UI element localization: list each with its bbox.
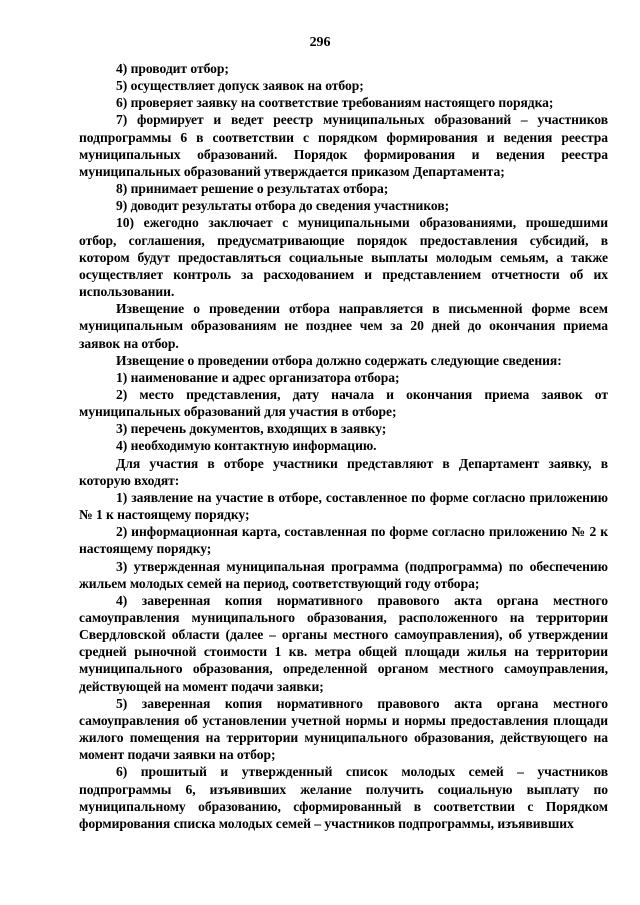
paragraph: 4) проводит отбор; bbox=[116, 61, 229, 76]
paragraph: 5) осуществляет допуск заявок на отбор; bbox=[116, 78, 364, 94]
paragraph: 2) место представления, дату начала и окончания приема заявок от муниципальных образований для участия в отборе; bbox=[79, 386, 608, 420]
paragraph: 8) принимает решение о результатах отбора; bbox=[116, 181, 389, 197]
paragraph: 7) формирует и ведет реестр муниципальных образований – участников подпрограммы 6 в соответствии с порядком формирования и ведения реестра муниципальных образований. Порядок формирования и ведения реестра муниципальных образований утверждается приказом Департамента; bbox=[79, 112, 608, 179]
paragraph: Для участия в отборе участники представляют в Департамент заявку, в которую входят: bbox=[79, 455, 608, 488]
paragraph: 1) заявление на участие в отборе, составленное по форме согласно приложению № 1 к настоящему порядку; bbox=[79, 489, 608, 523]
page-number: 296 bbox=[309, 35, 331, 50]
paragraph: 6) проверяет заявку на соответствие требованиям настоящего порядка; bbox=[116, 95, 554, 111]
paragraph: 6) прошитый и утвержденный список молодых семей – участников подпрограммы 6, изъявивших желание получить социальную выплату по муниципальному образованию, сформированный в соответствии с Порядком формирования списка молодых семей – участников подпрограммы, изъявивших bbox=[79, 764, 608, 831]
paragraph: Извещение о проведении отбора направляется в письменной форме всем муниципальным образованиям не позднее чем за 20 дней до окончания приема заявок на отбор. bbox=[79, 301, 608, 351]
paragraph: Извещение о проведении отбора должно содержать следующие сведения: bbox=[116, 352, 562, 368]
paragraph: 4) необходимую контактную информацию. bbox=[116, 438, 377, 454]
paragraph: 2) информационная карта, составленная по форме согласно приложению № 2 к настоящему порядку; bbox=[79, 524, 608, 557]
paragraph: 4) заверенная копия нормативного правового акта органа местного самоуправления муниципального образования, расположенного на территории Свердловской области (далее – органы местного самоуправления), об утверждении средней рыночной стоимости 1 кв. метра общей площади жилья на территории муниципального образования, определенной органом местного самоуправления, действующей на момент подачи заявки; bbox=[79, 592, 608, 694]
paragraph: 3) утвержденная муниципальная программа (подпрограмма) по обеспечению жильем молодых семей на период, соответствующий году отбора; bbox=[79, 558, 608, 591]
paragraph: 9) доводит результаты отбора до сведения участников; bbox=[116, 198, 450, 214]
paragraph: 10) ежегодно заключает с муниципальными образованиями, прошедшими отбор, соглашения, предусматривающие порядок предоставления субсидий, в котором будут предоставляться социальные выплаты молодым семьям, а также осуществляет контроль за расходованием и представлением отчетности об их использовании. bbox=[79, 215, 608, 300]
paragraph: 3) перечень документов, входящих в заявку; bbox=[116, 421, 387, 437]
paragraph: 5) заверенная копия нормативного правового акта органа местного самоуправления об установлении учетной нормы и нормы предоставления площади жилого помещения на территории муниципального образования, действующего на момент подачи заявки на отбор; bbox=[79, 695, 608, 763]
document-body bbox=[79, 60, 608, 832]
paragraph: 1) наименование и адрес организатора отбора; bbox=[116, 369, 400, 385]
